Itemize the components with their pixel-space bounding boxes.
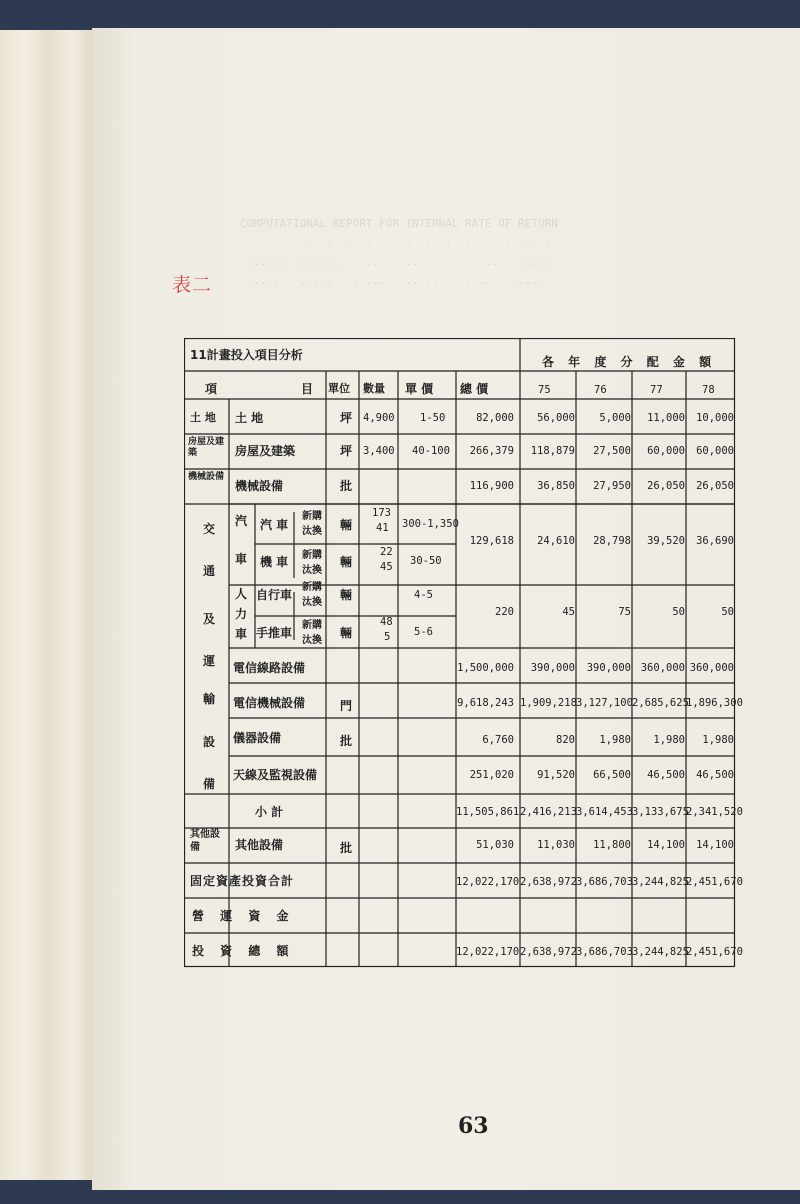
row-building-y76: 27,500 xyxy=(593,445,631,457)
cart-item: 手推車 xyxy=(256,626,293,640)
telecom-line-y76: 390,000 xyxy=(586,662,631,674)
other-y75: 11,030 xyxy=(537,839,575,851)
car-group-label: 汽 xyxy=(235,514,248,528)
annual-allocation-header: 各 年 度 分 配 金 額 xyxy=(542,355,717,369)
human-y77: 50 xyxy=(672,606,685,618)
row-building-y77: 60,000 xyxy=(647,445,685,457)
car-qty-replace: 41 xyxy=(376,522,389,534)
cart-qty-new: 48 xyxy=(380,616,393,628)
telecom-machinery-item: 電信機械設備 xyxy=(233,696,306,710)
fixed-assets-y78: 2,451,670 xyxy=(686,876,743,888)
row-machinery-unit: 批 xyxy=(340,479,353,493)
human-group-2: 力 xyxy=(235,607,248,621)
telecom-machinery-y76: 3,127,100 xyxy=(576,697,633,709)
grand-total-y77: 3,244,825 xyxy=(632,946,689,958)
row-machinery-total: 116,900 xyxy=(469,480,514,492)
bicycle-new: 新購 xyxy=(302,582,322,593)
telecom-line-item: 電信線路設備 xyxy=(233,661,306,675)
instrument-item: 儀器設備 xyxy=(233,731,282,745)
grand-total-label: 投 資 總 額 xyxy=(192,944,295,958)
fixed-assets-y76: 3,686,703 xyxy=(576,876,633,888)
antenna-y77: 46,500 xyxy=(647,769,685,781)
subtotal-y76: 3,614,453 xyxy=(576,806,633,818)
transport-cat-4: 運 xyxy=(203,654,216,668)
telecom-line-total: 1,500,000 xyxy=(457,662,514,674)
row-machinery-y76: 27,950 xyxy=(593,480,631,492)
header-total-price: 總 價 xyxy=(460,382,489,396)
cart-replace: 汰換 xyxy=(302,635,322,646)
page-number: 63 xyxy=(458,1113,489,1139)
human-y75: 45 xyxy=(562,606,575,618)
car-qty-new: 173 xyxy=(372,507,391,519)
row-land-y77: 11,000 xyxy=(647,412,685,424)
instrument-y77: 1,980 xyxy=(653,734,685,746)
transport-cat-2: 通 xyxy=(203,564,216,578)
row-machinery-category: 機械設備 xyxy=(188,472,225,482)
fixed-assets-y75: 2,638,972 xyxy=(520,876,577,888)
header-year-76: 76 xyxy=(594,384,607,396)
row-land-y75: 56,000 xyxy=(537,412,575,424)
row-land-y76: 5,000 xyxy=(599,412,631,424)
motor-new: 新購 xyxy=(302,550,322,561)
telecom-machinery-y77: 2,685,625 xyxy=(632,697,689,709)
bicycle-price: 4-5 xyxy=(414,589,433,601)
fixed-assets-total: 12,022,170 xyxy=(456,876,520,888)
cart-qty-replace: 5 xyxy=(384,631,391,643)
transport-cat-1: 交 xyxy=(203,522,216,536)
telecom-line-y75: 390,000 xyxy=(530,662,575,674)
antenna-y75: 91,520 xyxy=(537,769,575,781)
row-land-item: 土 地 xyxy=(235,411,264,425)
antenna-y78: 46,500 xyxy=(696,769,734,781)
car-replace: 汰換 xyxy=(302,526,322,537)
cart-unit: 輛 xyxy=(340,626,353,640)
grand-total-total: 12,022,170 xyxy=(456,946,520,958)
vehicle-total: 129,618 xyxy=(469,535,514,547)
row-land-category: 土 地 xyxy=(190,411,216,424)
other-item: 其他設備 xyxy=(235,838,284,852)
instrument-y78: 1,980 xyxy=(702,734,734,746)
header-item: 項 xyxy=(205,382,218,396)
vehicle-y77: 39,520 xyxy=(647,535,685,547)
row-land-price: 1-50 xyxy=(420,412,446,424)
header-year-78: 78 xyxy=(702,384,715,396)
motorcycle-item: 機 車 xyxy=(260,555,289,569)
subtotal-label: 小 計 xyxy=(255,805,284,819)
telecom-line-y78: 360,000 xyxy=(689,662,734,674)
human-total: 220 xyxy=(495,606,514,618)
subtotal-y78: 2,341,520 xyxy=(686,806,743,818)
motor-price: 30-50 xyxy=(410,555,442,567)
subtotal-y77: 3,133,675 xyxy=(632,806,689,818)
cart-new: 新購 xyxy=(302,620,322,631)
bicycle-item: 自行車 xyxy=(256,588,293,602)
row-machinery-item: 機械設備 xyxy=(235,479,284,493)
grand-total-y78: 2,451,670 xyxy=(686,946,743,958)
header-unit-price: 單 價 xyxy=(405,382,434,396)
telecom-machinery-unit: 門 xyxy=(340,699,353,713)
working-capital-label: 營 運 資 金 xyxy=(192,909,295,923)
row-building-y75: 118,879 xyxy=(530,445,575,457)
antenna-y76: 66,500 xyxy=(593,769,631,781)
instrument-y75: 820 xyxy=(556,734,575,746)
car-price: 300-1,350 xyxy=(402,518,459,530)
car-group-label-2: 車 xyxy=(235,552,248,566)
transport-cat-5: 輸 xyxy=(203,692,216,706)
bicycle-unit: 輛 xyxy=(340,588,353,602)
header-quantity: 數量 xyxy=(363,382,385,395)
row-building-unit: 坪 xyxy=(340,444,353,458)
telecom-machinery-y75: 1,909,218 xyxy=(520,697,577,709)
instrument-y76: 1,980 xyxy=(599,734,631,746)
fixed-assets-label: 固定資產投資合計 xyxy=(190,874,295,888)
motor-qty-new: 22 xyxy=(380,546,393,558)
telecom-line-y77: 360,000 xyxy=(640,662,685,674)
other-category: 其他設備 xyxy=(190,829,220,853)
motor-qty-replace: 45 xyxy=(380,561,393,573)
bleed-through-text: COMPUTATIONAL REPORT FOR INTERNAL RATE OF RETURN . . . . . . . . . . . . . ...... ...... ...... ...... ...... ...... ..... ..... ..... ..... ..... ..... xyxy=(240,217,558,287)
antenna-total: 251,020 xyxy=(469,769,514,781)
row-building-category: 房屋及建築 xyxy=(188,437,225,458)
vehicle-y78: 36,690 xyxy=(696,535,734,547)
car-item: 汽 車 xyxy=(260,518,289,532)
row-building-item: 房屋及建築 xyxy=(235,444,296,458)
human-y78: 50 xyxy=(721,606,734,618)
human-group-1: 人 xyxy=(235,587,248,601)
transport-cat-3: 及 xyxy=(203,612,216,626)
grand-total-y76: 3,686,703 xyxy=(576,946,633,958)
human-group-3: 車 xyxy=(235,627,248,641)
vehicle-y76: 28,798 xyxy=(593,535,631,547)
header-year-77: 77 xyxy=(650,384,663,396)
antenna-item: 天線及監視設備 xyxy=(233,768,318,782)
bicycle-replace: 汰換 xyxy=(302,597,322,608)
row-building-price: 40-100 xyxy=(412,445,450,457)
fixed-assets-y77: 3,244,825 xyxy=(632,876,689,888)
other-y76: 11,800 xyxy=(593,839,631,851)
row-machinery-y77: 26,050 xyxy=(647,480,685,492)
row-building-y78: 60,000 xyxy=(696,445,734,457)
other-unit: 批 xyxy=(340,841,353,855)
telecom-machinery-y78: 1,896,300 xyxy=(686,697,743,709)
motor-replace: 汰換 xyxy=(302,565,322,576)
row-machinery-y78: 26,050 xyxy=(696,480,734,492)
human-y76: 75 xyxy=(618,606,631,618)
row-land-unit: 坪 xyxy=(340,411,353,425)
cart-price: 5-6 xyxy=(414,626,433,638)
header-year-75: 75 xyxy=(538,384,551,396)
other-total: 51,030 xyxy=(476,839,514,851)
other-y77: 14,100 xyxy=(647,839,685,851)
instrument-unit: 批 xyxy=(340,734,353,748)
transport-cat-6: 設 xyxy=(203,735,216,749)
transport-cat-7: 備 xyxy=(203,777,216,791)
vehicle-y75: 24,610 xyxy=(537,535,575,547)
telecom-machinery-total: 9,618,243 xyxy=(457,697,514,709)
motor-unit: 輛 xyxy=(340,555,353,569)
row-land-qty: 4,900 xyxy=(363,412,395,424)
car-new: 新購 xyxy=(302,511,322,522)
row-building-total: 266,379 xyxy=(469,445,514,457)
car-unit: 輛 xyxy=(340,518,353,532)
row-land-total: 82,000 xyxy=(476,412,514,424)
instrument-total: 6,760 xyxy=(482,734,514,746)
other-y78: 14,100 xyxy=(696,839,734,851)
grand-total-y75: 2,638,972 xyxy=(520,946,577,958)
row-land-y78: 10,000 xyxy=(696,412,734,424)
table-label: 表二 xyxy=(172,274,213,296)
subtotal-y75: 2,416,213 xyxy=(520,806,577,818)
header-item-2: 目 xyxy=(301,382,314,396)
row-machinery-y75: 36,850 xyxy=(537,480,575,492)
row-building-qty: 3,400 xyxy=(363,445,395,457)
subtotal-total: 11,505,861 xyxy=(456,806,520,818)
header-unit: 單位 xyxy=(328,382,350,395)
table-title: 11計畫投入項目分析 xyxy=(190,348,303,362)
